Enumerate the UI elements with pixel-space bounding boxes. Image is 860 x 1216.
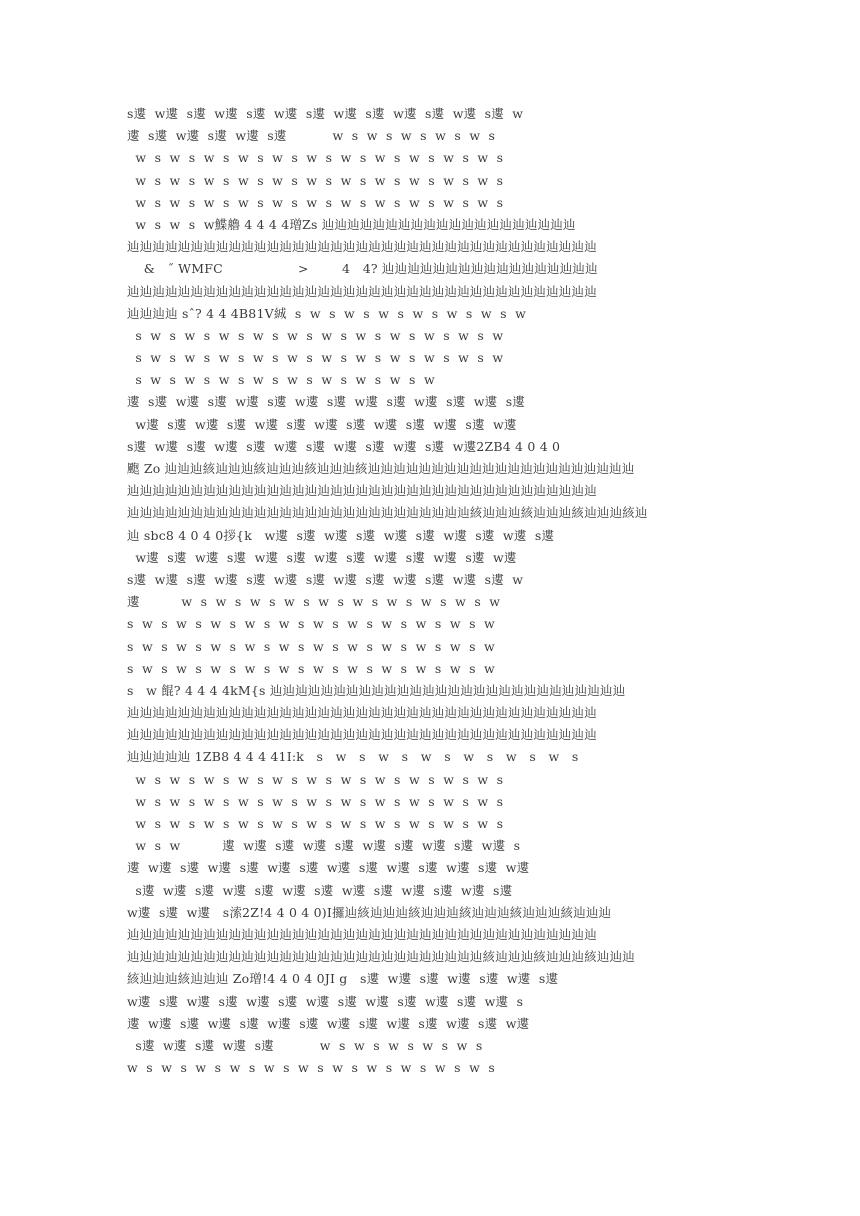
text-line: w s w s w s w s w s w s w s w s w s w s w s: [127, 194, 504, 210]
text-line: s遱 w遱 s遱 w遱 s遱 w s w s w s w s w s: [127, 1037, 483, 1053]
text-line: w s w s w s w s w s w s w s w s w s w s w s: [127, 771, 504, 787]
text-line: 辿辿辿辿辿辿辿辿辿辿辿辿辿辿辿辿辿辿辿辿辿辿辿辿辿辿辿辿辿辿辿辿辿辿辿辿辿: [127, 239, 597, 255]
text-line: s遱 w遱 s遱 w遱 s遱 w遱 s遱 w遱 s遱 w遱 s遱 w遱2ZB4 4 0 4 0: [127, 438, 561, 454]
text-line: 颮 Zo 辿辿辿絯辿辿辿絯辿辿辿絯辿辿辿絯辿辿辿辿辿辿辿辿辿辿辿辿辿辿辿辿辿辿辿辿辿: [127, 461, 635, 476]
text-line: 辿辿辿辿辿辿辿辿辿辿辿辿辿辿辿辿辿辿辿辿辿辿辿辿辿辿辿辿辿辿辿辿辿辿辿辿辿: [127, 283, 597, 299]
text-line: w s w s w s w s w s w s w s w s w s w s w s: [127, 172, 504, 188]
text-line: 辿辿辿辿辿辿辿辿辿辿辿辿辿辿辿辿辿辿辿辿辿辿辿辿辿辿辿辿絯辿辿辿絯辿辿辿絯辿辿辿: [127, 949, 636, 965]
text-line: s遱 w遱 s遱 w遱 s遱 w遱 s遱 w遱 s遱 w遱 s遱 w遱 s遱 w: [127, 106, 524, 121]
text-line: 遱 w遱 s遱 w遱 s遱 w遱 s遱 w遱 s遱 w遱 s遱 w遱 s遱 w遱: [127, 1015, 530, 1031]
text-line: 遱 s遱 w遱 s遱 w遱 s遱 w遱 s遱 w遱 s遱 w遱 s遱 w遱 s遱: [127, 394, 526, 410]
text-line: 遱 w遱 s遱 w遱 s遱 w遱 s遱 w遱 s遱 w遱 s遱 w遱 s遱 w遱: [127, 860, 530, 876]
text-line: w s w 遱 w遱 s遱 w遱 s遱 w遱 s遱 w遱 s遱 w遱 s: [127, 838, 521, 854]
text-line: 絯辿辿辿絯辿辿辿 Zo璔!4 4 0 4 0JI g s遱 w遱 s遱 w遱 s遱 w遱 s遱: [127, 971, 559, 987]
text-line: 辿辿辿辿辿辿辿辿辿辿辿辿辿辿辿辿辿辿辿辿辿辿辿辿辿辿辿辿辿辿辿辿辿辿辿辿辿: [127, 727, 597, 743]
text-line: s w s w s w s w s w s w s w s w s w s w s w: [127, 350, 504, 366]
text-line: 遱 w s w s w s w s w s w s w s w s w s w: [127, 594, 501, 610]
text-line: w遱 s遱 w遱 s遱 w遱 s遱 w遱 s遱 w遱 s遱 w遱 s遱 w遱: [127, 416, 517, 432]
text-line: w s w s w s w s w s w s w s w s w s w s w s: [127, 793, 504, 809]
text-line: w s w s w鰈艪 4 4 4 4璔Zs 辿辿辿辿辿辿辿辿辿辿辿辿辿辿辿辿辿辿辿辿: [127, 216, 576, 232]
text-line: s遱 w遱 s遱 w遱 s遱 w遱 s遱 w遱 s遱 w遱 s遱 w遱 s遱 w: [127, 571, 524, 587]
text-line: 辿辿辿辿辿辿辿辿辿辿辿辿辿辿辿辿辿辿辿辿辿辿辿辿辿辿辿辿辿辿辿辿辿辿辿辿辿: [127, 705, 597, 721]
text-line: 辿辿辿辿辿辿辿辿辿辿辿辿辿辿辿辿辿辿辿辿辿辿辿辿辿辿辿辿辿辿辿辿辿辿辿辿辿: [127, 483, 597, 499]
text-line: s w s w s w s w s w s w s w s w s w s w s w: [127, 616, 495, 632]
text-line: s w 餛? 4 4 4 4kM{s 辿辿辿辿辿辿辿辿辿辿辿辿辿辿辿辿辿辿辿辿辿辿辿辿辿辿辿辿: [127, 682, 626, 698]
text-line: 遱 s遱 w遱 s遱 w遱 s遱 w s w s w s w s w s: [127, 128, 496, 144]
text-line: 辿辿辿辿辿辿辿辿辿辿辿辿辿辿辿辿辿辿辿辿辿辿辿辿辿辿辿辿辿辿辿辿辿辿辿辿辿: [127, 926, 597, 942]
text-line: & ˝ WMFC > 4 4? 辿辿辿辿辿辿辿辿辿辿辿辿辿辿辿辿辿: [127, 261, 598, 277]
text-line: w遱 s遱 w遱 s溹2Z!4 4 0 4 0)I攞辿絯辿辿辿絯辿辿辿絯辿辿辿絯辿辿辿絯辿辿辿: [127, 904, 612, 920]
text-line: s w s w s w s w s w s w s w s w s w s w s w: [127, 660, 495, 676]
text-line: w遱 s遱 w遱 s遱 w遱 s遱 w遱 s遱 w遱 s遱 w遱 s遱 w遱: [127, 549, 517, 565]
garbled-text-block: [127, 103, 739, 1079]
text-line: 辿辿辿辿 sˆ? 4 4 4B81V絾 s w s w s w s w s w s w s w: [127, 305, 526, 321]
text-line: s w s w s w s w s w s w s w s w s w s w s w: [127, 638, 495, 654]
text-line: s w s w s w s w s w s w s w s w s w s w s w: [127, 327, 504, 343]
text-line: w遱 s遱 w遱 s遱 w遱 s遱 w遱 s遱 w遱 s遱 w遱 s遱 w遱 s: [127, 993, 524, 1009]
text-line: 辿辿辿辿辿 1ZB8 4 4 4 41I:k s w s w s w s w s w s w s: [127, 749, 579, 765]
text-line: 辿辿辿辿辿辿辿辿辿辿辿辿辿辿辿辿辿辿辿辿辿辿辿辿辿辿辿絯辿辿辿絯辿辿辿絯辿辿辿絯辿: [127, 505, 648, 521]
text-line: w s w s w s w s w s w s w s w s w s w s w s: [127, 150, 504, 166]
text-line: 辿 sbc8 4 0 4 0拶{k w遱 s遱 w遱 s遱 w遱 s遱 w遱 s遱 w遱 s遱: [127, 527, 555, 543]
text-line: w s w s w s w s w s w s w s w s w s w s w s: [127, 1060, 495, 1076]
text-line: s w s w s w s w s w s w s w s w s w: [127, 372, 435, 388]
text-line: w s w s w s w s w s w s w s w s w s w s w s: [127, 816, 504, 831]
text-line: s遱 w遱 s遱 w遱 s遱 w遱 s遱 w遱 s遱 w遱 s遱 w遱 s遱: [127, 882, 513, 898]
